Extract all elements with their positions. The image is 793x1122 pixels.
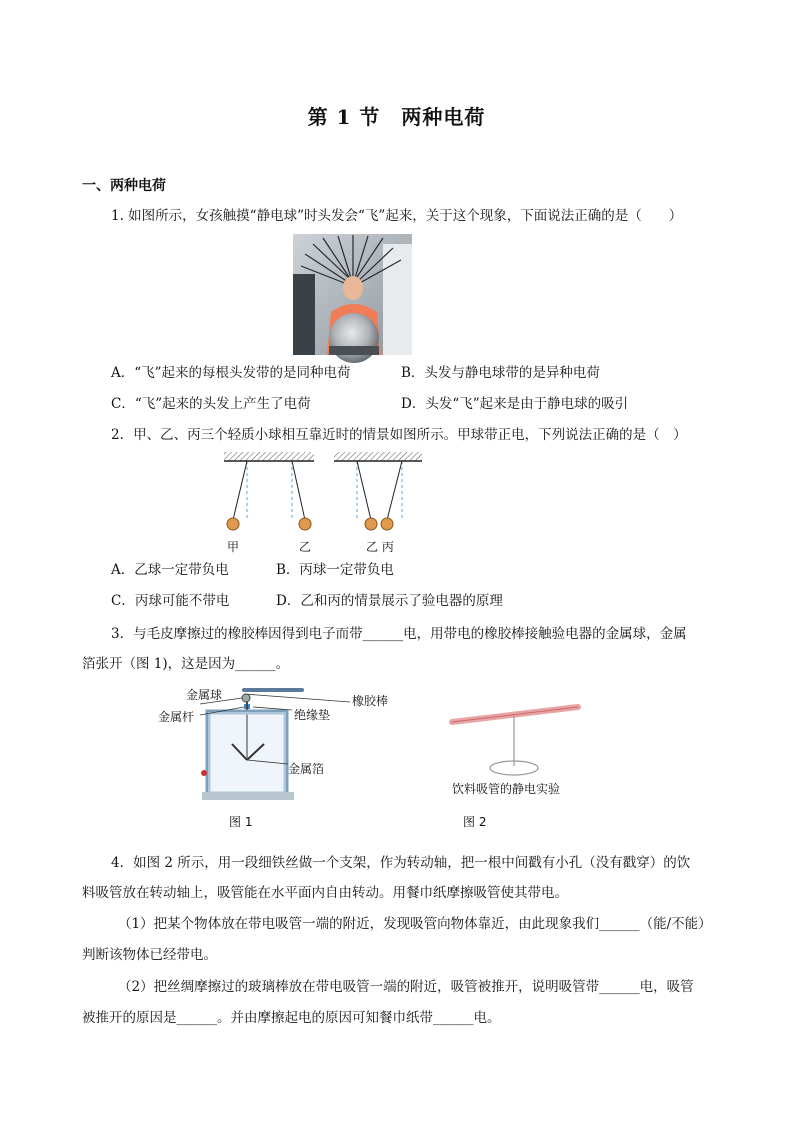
- figure-2-caption: 图 2: [463, 815, 487, 829]
- q2-option-d: D．乙和丙的情景展示了验电器的原理: [276, 593, 503, 609]
- question-4-part1-line2: 判断该物体已经带电。: [82, 947, 217, 963]
- label-jia: 甲: [227, 540, 240, 554]
- q2-option-b: B．丙球一定带负电: [276, 562, 394, 578]
- question-3-line2: 箔张开（图 1)，这是因为______。: [82, 656, 290, 672]
- electroscope-diagram: [200, 684, 350, 802]
- question-4-part2-line2: 被推开的原因是______。并由摩擦起电的原因可知餐巾纸带______电。: [82, 1010, 501, 1026]
- label-yi-bing: 乙 丙: [366, 540, 394, 554]
- label-metal-foil: 金属箔: [288, 762, 325, 776]
- pith-balls-diagram: [222, 450, 422, 535]
- straw-experiment-label: 饮料吸管的静电实验: [452, 782, 561, 796]
- question-4-part1-line1: （1）把某个物体放在带电吸管一端的附近，发现吸管向物体靠近，由此现象我们______（能/不能）: [118, 916, 712, 932]
- q2-option-c: C．丙球可能不带电: [111, 593, 230, 609]
- question-4-line1: 4．如图 2 所示，用一段细铁丝做一个支架，作为转动轴，把一根中间戳有小孔（没有戳穿）的饮: [111, 855, 691, 871]
- section-heading: 一、两种电荷: [82, 178, 166, 194]
- straw-experiment-diagram: [450, 700, 582, 780]
- label-insulator-pad: 绝缘垫: [294, 708, 331, 722]
- label-yi: 乙: [299, 540, 312, 554]
- question-1-stem: 1. 如图所示，女孩触摸“静电球”时头发会“飞”起来，关于这个现象，下面说法正确的是（ ）: [111, 208, 683, 224]
- q1-option-c: C．“飞”起来的头发上产生了电荷: [111, 396, 311, 412]
- question-4-part2-line1: （2）把丝绸摩擦过的玻璃棒放在带电吸管一端的附近，吸管被推开，说明吸管带______电，吸管: [118, 979, 694, 995]
- question-2-stem: 2．甲、乙、丙三个轻质小球相互靠近时的情景如图所示。甲球带正电，下列说法正确的是（ ）: [111, 427, 687, 443]
- label-metal-rod: 金属杆: [158, 710, 195, 724]
- q2-option-a: A．乙球一定带负电: [111, 562, 229, 578]
- label-metal-ball: 金属球: [186, 688, 223, 702]
- q1-option-b: B．头发与静电球带的是异种电荷: [401, 365, 600, 381]
- girl-static-ball-photo: [293, 234, 412, 355]
- question-3-line1: 3．与毛皮摩擦过的橡胶棒因得到电子而带______电，用带电的橡胶棒接触验电器的金属球，金属: [111, 626, 687, 642]
- q1-option-d: D．头发“飞”起来是由于静电球的吸引: [401, 396, 629, 412]
- page-title: 第 1 节 两种电荷: [307, 105, 486, 129]
- question-4-line2: 料吸管放在转动轴上，吸管能在水平面内自由转动。用餐巾纸摩擦吸管使其带电。: [82, 885, 568, 901]
- label-rubber-rod: 橡胶棒: [352, 694, 389, 708]
- q1-option-a: A．“飞”起来的每根头发带的是同种电荷: [111, 365, 351, 381]
- figure-1-caption: 图 1: [229, 815, 253, 829]
